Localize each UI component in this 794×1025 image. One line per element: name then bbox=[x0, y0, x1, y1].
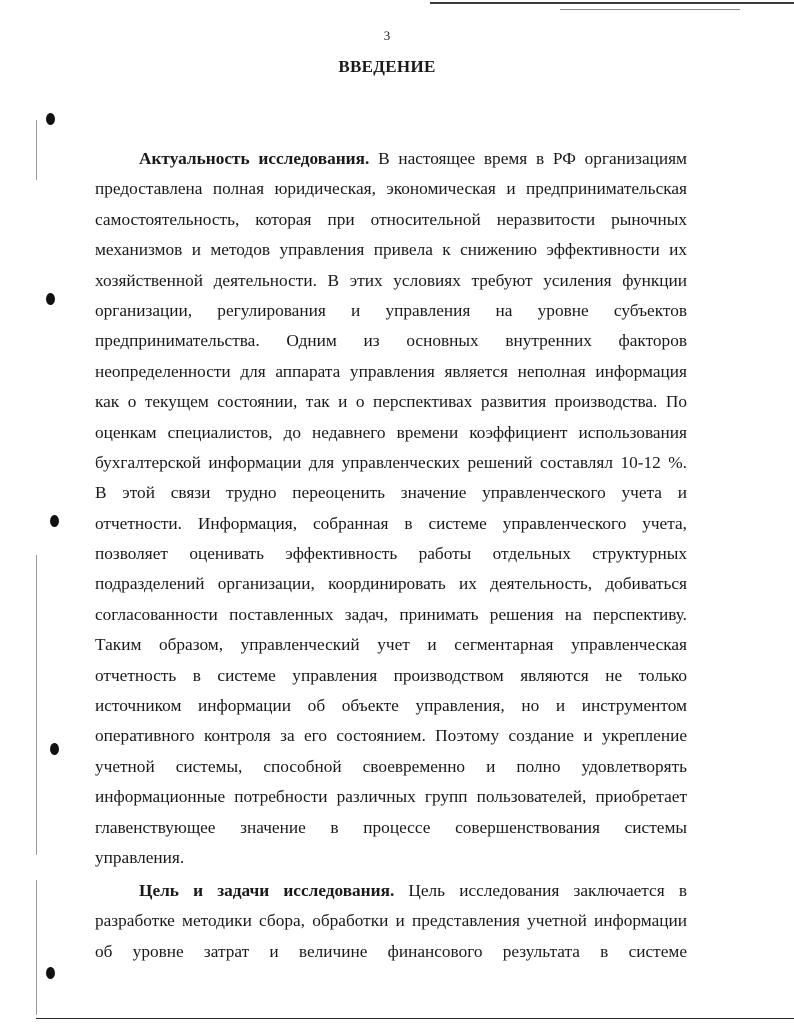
paragraph-text: Цель исследования заключается в bbox=[394, 881, 687, 900]
paragraph-text: В настоящее время в РФ организациям bbox=[369, 149, 687, 168]
punch-hole bbox=[50, 743, 59, 755]
margin-mark bbox=[36, 880, 37, 1015]
paragraph-line: бухгалтерской информации для управленческих решений составлял 10-12 %. bbox=[95, 452, 687, 472]
paragraph-line: хозяйственной деятельности. В этих условиях требуют усиления функции bbox=[95, 270, 687, 290]
page-title: ВВЕДЕНИЕ bbox=[338, 57, 436, 76]
paragraph-line: организации, регулирования и управления на уровне субъектов bbox=[95, 300, 687, 320]
paragraph-line: Таким образом, управленческий учет и сегментарная управленческая bbox=[95, 635, 687, 655]
paragraph-line: главенствующее значение в процессе совершенствования системы bbox=[95, 817, 687, 837]
paragraph-line: разработке методики сбора, обработки и представления учетной информации bbox=[95, 911, 687, 931]
paragraph-line: учетной системы, способной своевременно и полно удовлетворять bbox=[95, 756, 687, 776]
paragraph-line: отчетности. Информация, собранная в системе управленческого учета, bbox=[95, 513, 687, 533]
paragraph-line: неопределенности для аппарата управления является неполная информация bbox=[95, 361, 687, 381]
punch-hole bbox=[46, 113, 55, 125]
paragraph-line: отчетность в системе управления производством являются не только bbox=[95, 665, 687, 685]
paragraph-line: механизмов и методов управления привела к снижению эффективности их bbox=[95, 240, 687, 260]
paragraph-line: управления. bbox=[95, 847, 185, 867]
paragraph-line bbox=[95, 876, 687, 906]
section-goals bbox=[95, 876, 687, 967]
margin-mark bbox=[36, 120, 37, 180]
scan-edge-top bbox=[430, 2, 794, 4]
punch-hole bbox=[50, 515, 59, 527]
punch-hole bbox=[46, 293, 55, 305]
page-number: 3 bbox=[383, 28, 391, 43]
paragraph-line: предоставлена полная юридическая, экономическая и предпринимательская bbox=[95, 179, 687, 199]
paragraph-line: как о текущем состоянии, так и о перспективах развития производства. По bbox=[95, 392, 687, 412]
paragraph-line: подразделений организации, координировать их деятельность, добиваться bbox=[95, 574, 687, 594]
paragraph-line: оценкам специалистов, до недавнего времени коэффициент использования bbox=[95, 422, 687, 442]
paragraph-line: позволяет оценивать эффективность работы отдельных структурных bbox=[95, 544, 687, 564]
paragraph-line: самостоятельность, которая при относительной неразвитости рыночных bbox=[95, 209, 687, 229]
section-heading: Цель и задачи исследования. bbox=[139, 881, 395, 900]
paragraph-line bbox=[95, 144, 687, 174]
margin-mark bbox=[36, 555, 37, 855]
paragraph-line: согласованности поставленных задач, принимать решения на перспективу. bbox=[95, 604, 687, 624]
paragraph-line: предпринимательства. Одним из основных внутренних факторов bbox=[95, 331, 687, 351]
scan-edge-bottom bbox=[36, 1018, 794, 1019]
paragraph-line: об уровне затрат и величине финансового результата в системе bbox=[95, 941, 687, 961]
paragraph-line: оперативного контроля за его состоянием. Поэтому создание и укрепление bbox=[95, 726, 687, 746]
paragraph-line: В этой связи трудно переоценить значение управленческого учета и bbox=[95, 483, 687, 503]
paragraph-line: информационные потребности различных групп пользователей, приобретает bbox=[95, 787, 687, 807]
section-relevance bbox=[95, 144, 687, 873]
section-heading: Актуальность исследования. bbox=[139, 149, 370, 168]
scan-edge-top-secondary bbox=[560, 9, 740, 10]
punch-hole bbox=[46, 967, 55, 979]
paragraph-line: источником информации об объекте управления, но и инструментом bbox=[95, 696, 687, 716]
